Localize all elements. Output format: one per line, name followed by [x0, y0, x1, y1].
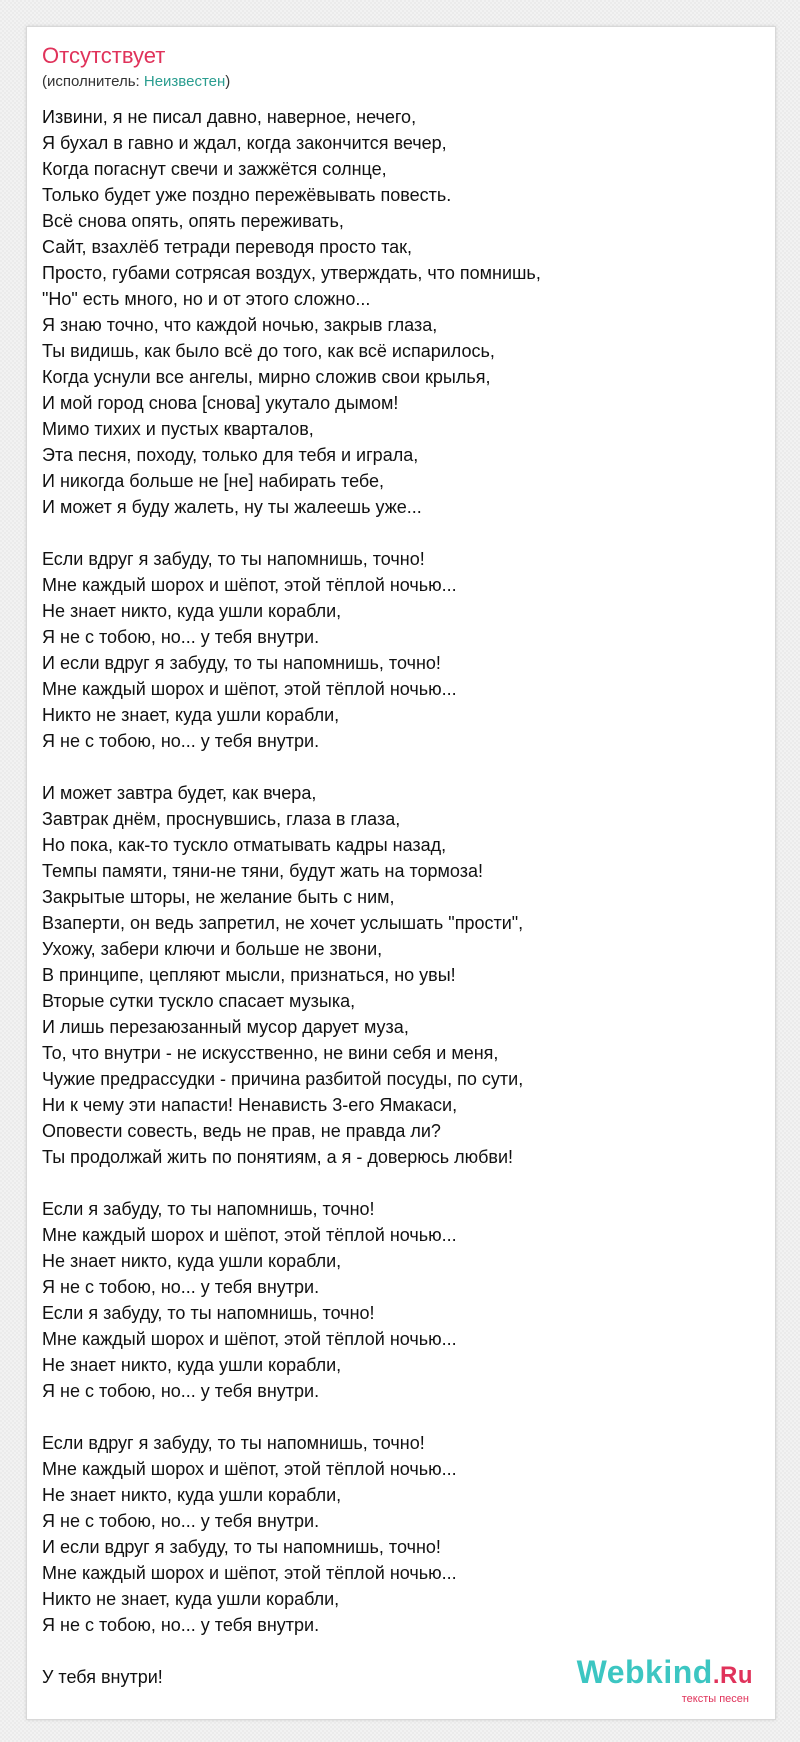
- artist-suffix: ): [225, 73, 231, 90]
- lyric-line: Если вдруг я забуду, то ты напомнишь, точно!: [42, 1433, 425, 1453]
- lyric-line: Ты видишь, как было всё до того, как всё испарилось,: [42, 341, 495, 361]
- lyric-line: Если я забуду, то ты напомнишь, точно!: [42, 1303, 375, 1323]
- lyric-line: Только будет уже поздно пережёвывать повесть.: [42, 185, 452, 205]
- lyric-line: Я не с тобою, но... у тебя внутри.: [42, 731, 320, 751]
- stanza: [42, 104, 762, 520]
- stanza: [42, 780, 762, 1170]
- lyric-line: Сайт, взахлёб тетради переводя просто так,: [42, 237, 413, 257]
- watermark-tld: .Ru: [712, 1662, 753, 1689]
- lyric-line: Ни к чему эти напасти! Ненависть 3-его Ямакаси,: [42, 1095, 458, 1115]
- lyric-line: Просто, губами сотрясая воздух, утверждать, что помнишь,: [42, 263, 541, 283]
- lyric-line: Чужие предрассудки - причина разбитой посуды, по сути,: [42, 1069, 524, 1089]
- lyric-line: Мне каждый шорох и шёпот, этой тёплой ночью...: [42, 575, 457, 595]
- lyric-line: Мне каждый шорох и шёпот, этой тёплой ночью...: [42, 679, 457, 699]
- artist-prefix: (исполнитель:: [42, 73, 144, 90]
- lyric-line: Если вдруг я забуду, то ты напомнишь, точно!: [42, 549, 425, 569]
- lyric-line: Но пока, как-то тускло отматывать кадры назад,: [42, 835, 447, 855]
- lyric-line: И лишь перезаюзанный мусор дарует муза,: [42, 1017, 409, 1037]
- lyric-line: Я бухал в гавно и ждал, когда закончится вечер,: [42, 133, 447, 153]
- lyric-line: Я не с тобою, но... у тебя внутри.: [42, 1381, 320, 1401]
- lyric-line: Мне каждый шорох и шёпот, этой тёплой ночью...: [42, 1563, 457, 1583]
- lyric-line: Я не с тобою, но... у тебя внутри.: [42, 627, 320, 647]
- lyric-line: Мне каждый шорох и шёпот, этой тёплой ночью...: [42, 1459, 457, 1479]
- lyric-line: И может я буду жалеть, ну ты жалеешь уже...: [42, 497, 422, 517]
- watermark-tagline: тексты песен: [681, 1693, 749, 1705]
- lyric-line: Когда уснули все ангелы, мирно сложив свои крылья,: [42, 367, 491, 387]
- lyric-line: Я не с тобою, но... у тебя внутри.: [42, 1615, 320, 1635]
- lyrics-card: [26, 26, 776, 1720]
- lyric-line: Взаперти, он ведь запретил, не хочет услышать "прости",: [42, 913, 524, 933]
- lyric-line: Извини, я не писал давно, наверное, нечего,: [42, 107, 417, 127]
- lyric-line: Оповести совесть, ведь не прав, не правда ли?: [42, 1121, 441, 1141]
- song-title: Отсутствует: [42, 43, 166, 68]
- lyric-line: И мой город снова [снова] укутало дымом!: [42, 393, 399, 413]
- lyric-line: Мимо тихих и пустых кварталов,: [42, 419, 314, 439]
- watermark-brand: Webkind: [576, 1654, 713, 1690]
- lyric-line: Когда погаснут свечи и зажжётся солнце,: [42, 159, 387, 179]
- lyric-line: Закрытые шторы, не желание быть с ним,: [42, 887, 395, 907]
- lyric-line: Эта песня, походу, только для тебя и играла,: [42, 445, 419, 465]
- lyric-line: Вторые сутки тускло спасает музыка,: [42, 991, 356, 1011]
- lyric-line: Ухожу, забери ключи и больше не звони,: [42, 939, 383, 959]
- lyric-line: И если вдруг я забуду, то ты напомнишь, точно!: [42, 1537, 441, 1557]
- stanza: [42, 1196, 762, 1404]
- lyric-line: Не знает никто, куда ушли корабли,: [42, 1355, 342, 1375]
- lyric-line: "Но" есть много, но и от этого сложно...: [42, 289, 371, 309]
- lyric-line: То, что внутри - не искусственно, не вини себя и меня,: [42, 1043, 499, 1063]
- lyric-line: Не знает никто, куда ушли корабли,: [42, 1251, 342, 1271]
- lyric-line: Мне каждый шорох и шёпот, этой тёплой ночью...: [42, 1329, 457, 1349]
- lyric-line: Не знает никто, куда ушли корабли,: [42, 1485, 342, 1505]
- lyric-line: Я не с тобою, но... у тебя внутри.: [42, 1277, 320, 1297]
- lyric-line: Завтрак днём, проснувшись, глаза в глаза,: [42, 809, 401, 829]
- lyric-line: Мне каждый шорох и шёпот, этой тёплой ночью...: [42, 1225, 457, 1245]
- artist-line: [42, 73, 230, 91]
- lyric-line: Никто не знает, куда ушли корабли,: [42, 1589, 340, 1609]
- lyric-line: У тебя внутри!: [42, 1667, 163, 1687]
- lyric-line: Я знаю точно, что каждой ночью, закрыв глаза,: [42, 315, 438, 335]
- stanza: [42, 546, 762, 754]
- artist-link[interactable]: Неизвестен: [143, 73, 226, 90]
- lyrics-body: [42, 104, 762, 1716]
- lyric-line: Всё снова опять, опять переживать,: [42, 211, 344, 231]
- lyric-line: Никто не знает, куда ушли корабли,: [42, 705, 340, 725]
- lyric-line: Я не с тобою, но... у тебя внутри.: [42, 1511, 320, 1531]
- lyric-line: Если я забуду, то ты напомнишь, точно!: [42, 1199, 375, 1219]
- watermark-logo: [577, 1655, 753, 1693]
- lyric-line: Темпы памяти, тяни-не тяни, будут жать на тормоза!: [42, 861, 483, 881]
- lyric-line: В принципе, цепляют мысли, признаться, но увы!: [42, 965, 456, 985]
- lyric-line: И если вдруг я забуду, то ты напомнишь, точно!: [42, 653, 441, 673]
- lyric-line: И никогда больше не [не] набирать тебе,: [42, 471, 384, 491]
- site-watermark[interactable]: [577, 1655, 753, 1705]
- lyric-line: Ты продолжай жить по понятиям, а я - доверюсь любви!: [42, 1147, 514, 1167]
- lyric-line: И может завтра будет, как вчера,: [42, 783, 317, 803]
- stanza: [42, 1430, 762, 1638]
- lyric-line: Не знает никто, куда ушли корабли,: [42, 601, 342, 621]
